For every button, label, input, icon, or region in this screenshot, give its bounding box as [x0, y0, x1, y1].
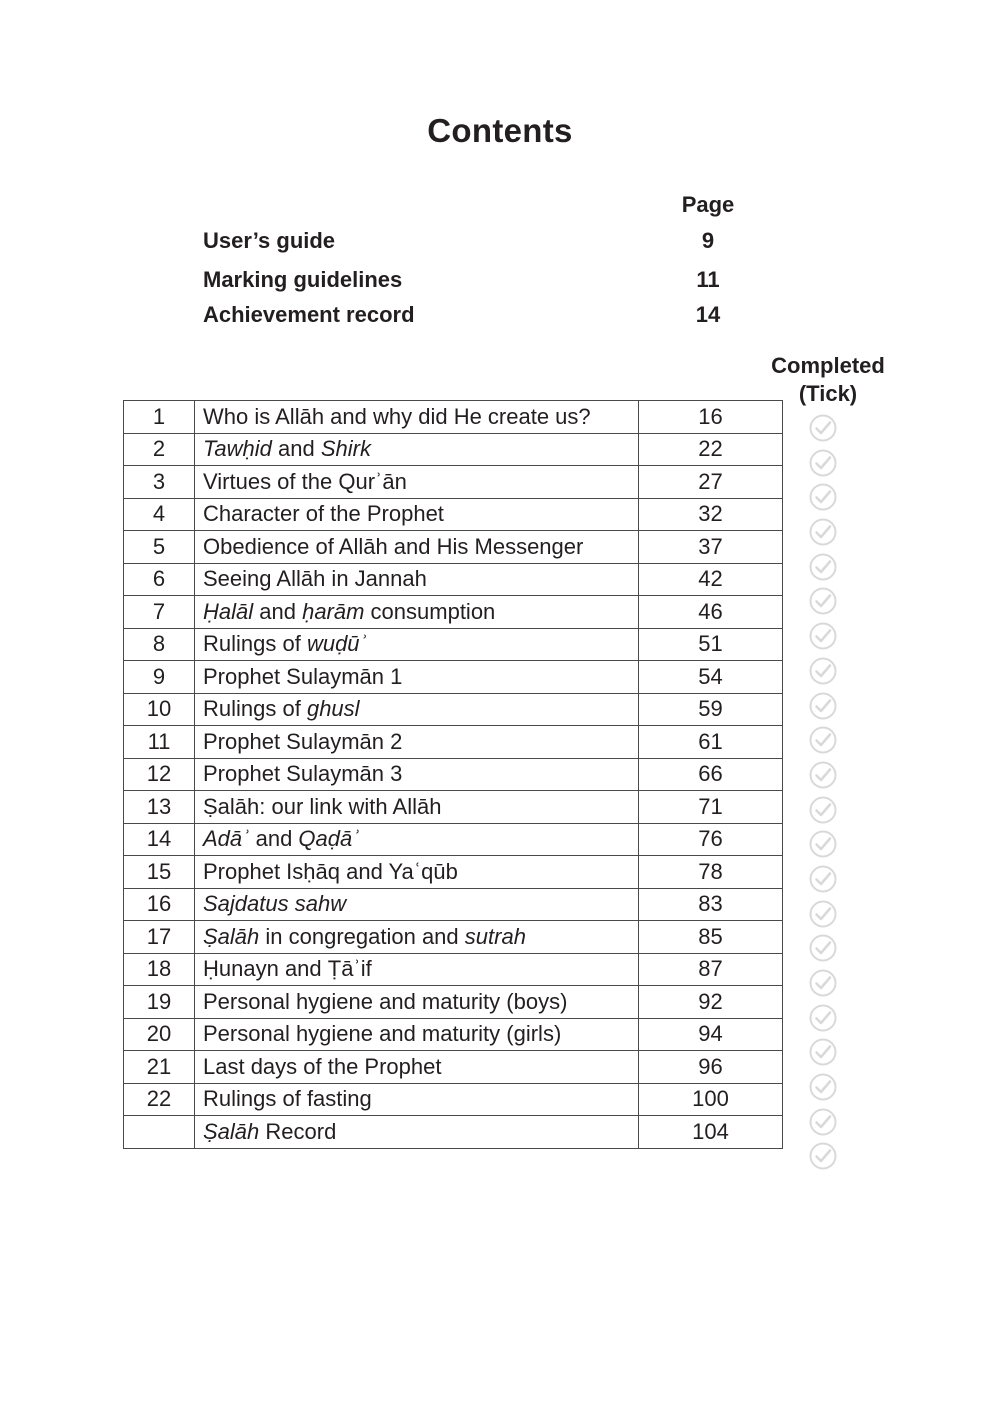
- lesson-title: [195, 856, 639, 889]
- table-row: [124, 791, 783, 824]
- lesson-page-number: 85: [639, 921, 783, 954]
- table-row: [124, 531, 783, 564]
- lesson-title-part: Prophet Sulaymān 3: [203, 761, 403, 787]
- lesson-title-part: Last days of the Prophet: [203, 1053, 442, 1079]
- check-circle-icon[interactable]: [808, 1003, 838, 1033]
- lesson-title-part: Rulings of fasting: [203, 1086, 372, 1112]
- lesson-number: 6: [124, 563, 195, 596]
- table-row: [124, 433, 783, 466]
- lesson-number: 15: [124, 856, 195, 889]
- lesson-title: [195, 1018, 639, 1051]
- lesson-title-italic-part: sutrah: [464, 923, 526, 949]
- lesson-title-part: and: [253, 598, 303, 624]
- lesson-number: 16: [124, 888, 195, 921]
- check-circle-icon[interactable]: [808, 691, 838, 721]
- lesson-title-part: and: [249, 826, 299, 852]
- table-row: [124, 986, 783, 1019]
- table-row: [124, 888, 783, 921]
- lesson-title-part: Rulings of: [203, 696, 307, 722]
- lesson-number: 1: [124, 401, 195, 434]
- table-row: [124, 466, 783, 499]
- lesson-page-number: 100: [639, 1083, 783, 1116]
- table-row: [124, 628, 783, 661]
- check-circle-icon[interactable]: [808, 725, 838, 755]
- lesson-title: [195, 596, 639, 629]
- completed-ticks-column: [808, 413, 844, 1176]
- lesson-page-number: 61: [639, 726, 783, 759]
- lesson-page-number: 66: [639, 758, 783, 791]
- lesson-title-part: Obedience of Allāh and His Messenger: [203, 533, 584, 559]
- lesson-title: [195, 433, 639, 466]
- table-row: [124, 661, 783, 694]
- lesson-number: [124, 1116, 195, 1149]
- lesson-title: [195, 1083, 639, 1116]
- lesson-title-part: Prophet Sulaymān 2: [203, 728, 403, 754]
- table-row: [124, 596, 783, 629]
- front-matter-page: 9: [701, 228, 715, 253]
- lesson-title-italic-part: Tawḥid: [203, 436, 272, 462]
- table-row: [124, 758, 783, 791]
- table-row: [124, 953, 783, 986]
- lesson-title-part: Virtues of the Qurʾān: [203, 468, 407, 494]
- lesson-title: [195, 758, 639, 791]
- check-circle-icon[interactable]: [808, 1107, 838, 1137]
- lesson-number: 4: [124, 498, 195, 531]
- lesson-number: 7: [124, 596, 195, 629]
- check-circle-icon[interactable]: [808, 517, 838, 547]
- lesson-title-part: Prophet Sulaymān 1: [203, 663, 403, 689]
- lesson-title: [195, 466, 639, 499]
- check-circle-icon[interactable]: [808, 448, 838, 478]
- lesson-title: [195, 986, 639, 1019]
- table-row: [124, 1051, 783, 1084]
- check-circle-icon[interactable]: [808, 899, 838, 929]
- check-circle-icon[interactable]: [808, 864, 838, 894]
- lesson-page-number: 27: [639, 466, 783, 499]
- check-circle-icon[interactable]: [808, 413, 838, 443]
- lesson-title-part: Character of the Prophet: [203, 501, 444, 527]
- check-circle-icon[interactable]: [808, 829, 838, 859]
- lesson-page-number: 87: [639, 953, 783, 986]
- lesson-number: 10: [124, 693, 195, 726]
- lesson-page-number: 59: [639, 693, 783, 726]
- front-matter-label: Achievement record: [203, 302, 415, 327]
- table-row: [124, 921, 783, 954]
- lesson-number: 3: [124, 466, 195, 499]
- lesson-number: 12: [124, 758, 195, 791]
- table-row: [124, 856, 783, 889]
- check-circle-icon[interactable]: [808, 482, 838, 512]
- lesson-number: 13: [124, 791, 195, 824]
- table-row: [124, 693, 783, 726]
- check-circle-icon[interactable]: [808, 552, 838, 582]
- lesson-page-number: 104: [639, 1116, 783, 1149]
- lesson-title-italic-part: Shirk: [320, 436, 371, 462]
- lesson-title-part: Rulings of: [203, 631, 307, 657]
- lesson-page-number: 76: [639, 823, 783, 856]
- table-row: [124, 401, 783, 434]
- lesson-page-number: 37: [639, 531, 783, 564]
- lesson-title: [195, 628, 639, 661]
- front-matter-page: 11: [696, 267, 720, 292]
- lesson-title-part: Prophet Isḥāq and Yaʿqūb: [203, 858, 458, 884]
- lesson-title-italic-part: Qaḍāʾ: [298, 826, 360, 852]
- lesson-page-number: 51: [639, 628, 783, 661]
- lesson-title: [195, 1116, 639, 1149]
- lesson-number: 9: [124, 661, 195, 694]
- lesson-number: 8: [124, 628, 195, 661]
- lesson-title: [195, 791, 639, 824]
- lesson-title: [195, 888, 639, 921]
- lesson-title-italic-part: Ṣalāh: [203, 923, 260, 949]
- lesson-title-part: Who is Allāh and why did He create us?: [203, 403, 591, 429]
- lesson-title-part: and: [271, 436, 321, 462]
- lesson-title-part: in congregation and: [259, 923, 465, 949]
- front-matter-label: User’s guide: [203, 228, 336, 253]
- lesson-title-part: consumption: [364, 598, 496, 624]
- lesson-number: 19: [124, 986, 195, 1019]
- check-circle-icon[interactable]: [808, 1037, 838, 1067]
- lesson-page-number: 71: [639, 791, 783, 824]
- table-row: [124, 823, 783, 856]
- lesson-number: 21: [124, 1051, 195, 1084]
- check-circle-icon[interactable]: [808, 968, 838, 998]
- lesson-page-number: 96: [639, 1051, 783, 1084]
- lesson-number: 18: [124, 953, 195, 986]
- lesson-number: 17: [124, 921, 195, 954]
- table-row: [124, 1083, 783, 1116]
- table-row: [124, 498, 783, 531]
- lesson-title-italic-part: Ṣalāh: [203, 1118, 260, 1144]
- check-circle-icon[interactable]: [808, 656, 838, 686]
- lesson-title-part: Personal hygiene and maturity (girls): [203, 1021, 562, 1047]
- lesson-title: [195, 1051, 639, 1084]
- lesson-title: [195, 498, 639, 531]
- lesson-page-number: 83: [639, 888, 783, 921]
- lesson-title-italic-part: Adāʾ: [203, 826, 250, 852]
- check-circle-icon[interactable]: [808, 586, 838, 616]
- check-circle-icon[interactable]: [808, 760, 838, 790]
- lesson-page-number: 94: [639, 1018, 783, 1051]
- lesson-title-italic-part: ghusl: [306, 696, 360, 722]
- lesson-title-part: Seeing Allāh in Jannah: [203, 566, 427, 592]
- lesson-title: [195, 693, 639, 726]
- table-row: [124, 726, 783, 759]
- lesson-title: [195, 823, 639, 856]
- lesson-title-part: Ṣalāh: our link with Allāh: [203, 793, 442, 819]
- lesson-page-number: 16: [639, 401, 783, 434]
- lesson-page-number: 92: [639, 986, 783, 1019]
- lesson-title-italic-part: Sajdatus sahw: [203, 891, 347, 917]
- lesson-number: 5: [124, 531, 195, 564]
- completed-label: Completed: [771, 353, 885, 378]
- lesson-number: 20: [124, 1018, 195, 1051]
- lesson-title-italic-part: ḥarām: [302, 598, 365, 624]
- lesson-title: [195, 401, 639, 434]
- front-matter-page: 14: [695, 302, 721, 327]
- check-circle-icon[interactable]: [808, 1141, 838, 1171]
- lesson-title-part: Record: [259, 1118, 337, 1144]
- check-circle-icon[interactable]: [808, 621, 838, 651]
- lesson-title: [195, 921, 639, 954]
- lesson-title-italic-part: wuḍūʾ: [306, 631, 367, 657]
- lesson-number: 22: [124, 1083, 195, 1116]
- page-column-header: Page: [681, 192, 735, 217]
- check-circle-icon[interactable]: [808, 795, 838, 825]
- lesson-page-number: 22: [639, 433, 783, 466]
- lesson-title: [195, 953, 639, 986]
- table-row: [124, 563, 783, 596]
- front-matter-label: Marking guidelines: [203, 267, 403, 292]
- lesson-page-number: 54: [639, 661, 783, 694]
- page-title: Contents: [427, 112, 573, 149]
- lesson-number: 11: [124, 726, 195, 759]
- lesson-page-number: 78: [639, 856, 783, 889]
- check-circle-icon[interactable]: [808, 933, 838, 963]
- check-circle-icon[interactable]: [808, 1072, 838, 1102]
- tick-label: (Tick): [798, 381, 858, 406]
- lesson-page-number: 32: [639, 498, 783, 531]
- contents-table: [123, 400, 783, 1149]
- table-row: [124, 1116, 783, 1149]
- lesson-title: [195, 661, 639, 694]
- lesson-title: [195, 563, 639, 596]
- lesson-title: [195, 531, 639, 564]
- lesson-page-number: 42: [639, 563, 783, 596]
- lesson-title-part: Ḥunayn and Ṭāʾif: [203, 956, 372, 982]
- lesson-title-italic-part: Ḥalāl: [203, 598, 254, 624]
- lesson-title: [195, 726, 639, 759]
- lesson-number: 2: [124, 433, 195, 466]
- table-row: [124, 1018, 783, 1051]
- lesson-number: 14: [124, 823, 195, 856]
- lesson-title-part: Personal hygiene and maturity (boys): [203, 988, 568, 1014]
- lesson-page-number: 46: [639, 596, 783, 629]
